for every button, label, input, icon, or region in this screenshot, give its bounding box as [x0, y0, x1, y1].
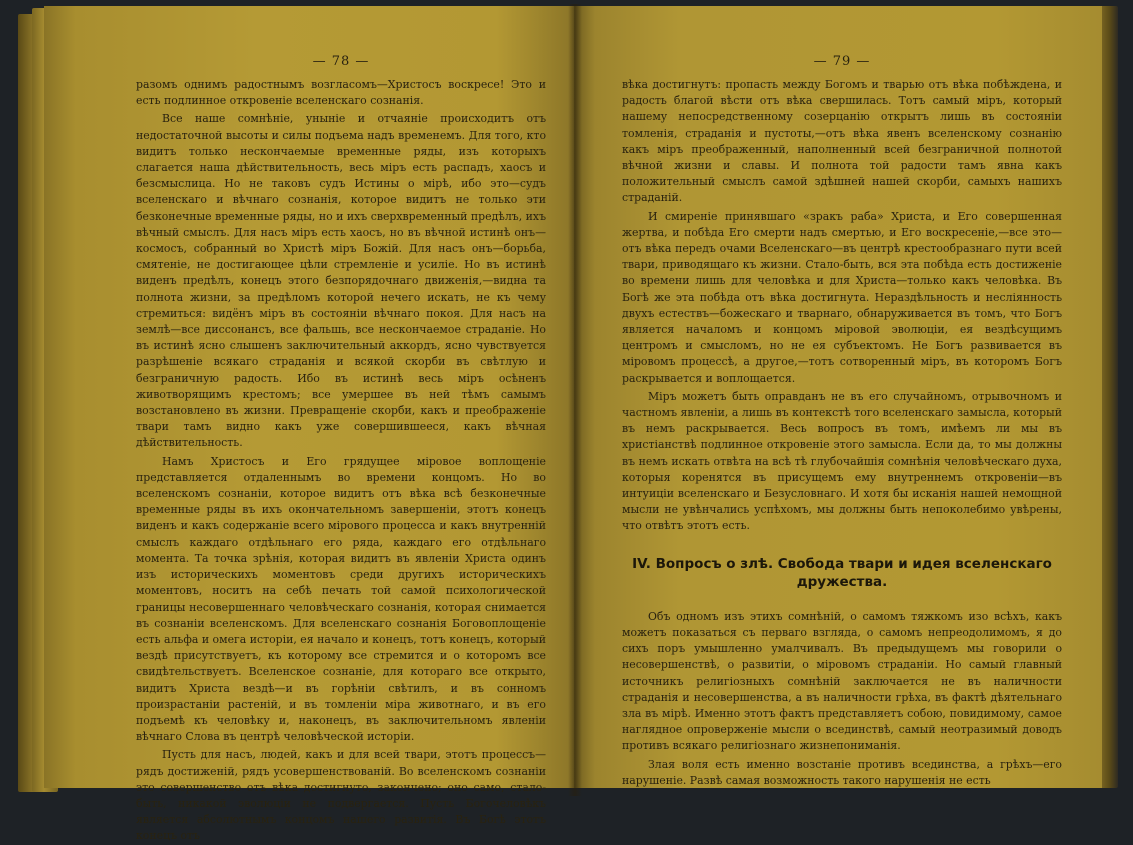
paragraph: вѣка достигнутъ: пропасть между Богомъ и тварью отъ вѣка побѣждена, и радость благой вѣсти отъ вѣка свершилась. Тотъ самый міръ, который нашему непосредственному созерцанію открытъ лишь въ состояніи томленія, страданія и пустоты,—отъ вѣка явенъ вселенскому сознанію какъ міръ преображенный, наполненный всей безграничной полнотой вѣчной жизни и славы. И полнота той радости тамъ явна какъ положительный смыслъ самой здѣшней нашей скорби, самыхъ нашихъ страданій. — [622, 78, 1062, 205]
page-number-left: — 78 — — [312, 54, 370, 69]
paragraph: разомъ однимъ радостнымъ возгласомъ—Христосъ воскресе! Это и есть подлинное откровеніе вселенскаго сознанія. — [136, 78, 546, 108]
paragraph: Пусть для насъ, людей, какъ и для всей твари, этотъ процессъ—рядъ достиженій, рядъ усовершенствованій. Во вселенскомъ сознаніи это совершенство отъ вѣка достигнуто, закончено; оно само, стало-быть, никакой эволюціи не подвергается. Пусть Богочеловѣкъ является абсолютнымъ концомъ нашего развитія. Въ Богѣ этотъ конецъ отъ — [136, 748, 546, 843]
paragraph: Объ одномъ изъ этихъ сомнѣній, о самомъ тяжкомъ изо всѣхъ, какъ можетъ показаться съ перваго взгляда, о самомъ непреодолимомъ, я до сихъ поръ умышленно умалчивалъ. Въ предыдущемъ мы говорили о несовершенствѣ, о развитіи, о міровомъ страданіи. Но самый главный источникъ религіозныхъ сомнѣній заключается не въ наличности страданія и несовершенства, а въ наличности грѣха, въ фактѣ дѣятельнаго зла въ мірѣ. Именно этотъ фактъ представляетъ собою, повидимому, самое наглядное опроверженіе мысли о всединствѣ, самый неотразимый доводъ противъ всякаго религіознаго жизнепониманія. — [622, 609, 1062, 753]
left-page — [44, 6, 576, 843]
right-page — [574, 6, 1102, 788]
section-heading: IV. Вопросъ о злѣ. Свобода твари и идея вселенскаго дружества. — [632, 555, 1052, 590]
page-number-right: — 79 — — [813, 54, 871, 69]
paragraph: Міръ можетъ быть оправданъ не въ его случайномъ, отрывочномъ и частномъ явленіи, а лишь въ контекстѣ того вселенскаго замысла, который въ немъ раскрывается. Весь вопросъ въ томъ, имѣемъ ли мы въ христіанствѣ подлинное откровеніе этого замысла. Если да, то мы должны въ немъ искать отвѣта на всѣ тѣ глубочайшія сомнѣнія человѣческаго духа, которыя коренятся въ присущемъ ему внутреннемъ откровеніи—въ интуиціи вселенскаго и Безусловнаго. И хотя бы исканія нашей немощной мысли не увѣнчались успѣхомъ, мы должны быть непоколебимо увѣрены, что отвѣтъ этотъ есть. — [622, 389, 1062, 533]
book-gutter — [568, 4, 582, 796]
paragraph: Злая воля есть именно возстаніе противъ всединства, а грѣхъ—его нарушеніе. Развѣ самая возможность такого нарушенія не есть — [622, 757, 1062, 787]
paragraph: Все наше сомнѣніе, уныніе и отчаяніе происходитъ отъ недостаточной высоты и силы подъема надъ временемъ. Для того, кто видитъ только нескончаемые временные ряды, изъ которыхъ слагается наша дѣйствительность, весь міръ есть распадъ, хаосъ и безсмыслица. Но не таковъ судъ Истины о мірѣ, ибо это—судъ вселенскаго и вѣчнаго сознанія, которое видитъ не только эти безконечные временные ряды, но и ихъ сверхвременный предѣлъ, ихъ вѣчный смыслъ. Для насъ міръ есть хаосъ, но въ вѣчной истинѣ онъ—космосъ, собранный во Христѣ міръ Божій. Для насъ онъ—борьба, смятеніе, не достигающее цѣли стремленіе и усиліе. Но въ истинѣ виденъ предѣлъ, конецъ этого безпорядочнаго движенія,—видна та полнота жизни, за предѣломъ которой нечего искать, не къ чему стремиться: видёнъ міръ въ состояніи вѣчнаго покоя. Для насъ на землѣ—все диссонансъ, все фальшь, все нескончаемое страданіе. Но въ истинѣ ясно слышенъ заключительный аккордъ, ясно чувствуется разрѣшеніе всякаго страданія и всякой скорби въ свѣтлую и безграничную радость. Ибо въ истинѣ весь міръ осѣненъ животворящимъ крестомъ; все умершее въ ней тѣмъ самымъ возстановлено въ жизни. Превращеніе скорби, какъ и преображеніе твари тамъ видно какъ уже совершившееся, какъ вѣчная дѣйствительность. — [136, 112, 546, 450]
paragraph: Намъ Христосъ и Его грядущее міровое воплощеніе представляется отдаленнымъ во времени концомъ. Но во вселенскомъ сознаніи, которое видитъ отъ вѣка всѣ безконечные временные ряды въ ихъ окончательномъ завершеніи, этотъ конецъ виденъ и какъ содержаніе всего мірового процесса и какъ внутренній смыслъ каждаго отдѣльнаго его ряда, каждаго его отдѣльнаго момента. Та точка зрѣнія, которая видитъ въ явленіи Христа одинъ изъ историческихъ моментовъ среди другихъ историческихъ моментовъ, носитъ на себѣ печать той самой психологической границы несовершеннаго человѣческаго сознанія, которая снимается въ сознаніи вселенскомъ. Для вселенскаго сознанія Боговоплощеніе есть альфа и омега исторіи, ея начало и конецъ, тотъ конецъ, который вездѣ присутствуетъ, къ которому все стремится и о которомъ все свидѣтельствуетъ. Вселенское сознаніе, для котораго все открыто, видитъ Христа вездѣ—и въ горѣніи свѣтилъ, и въ сонномъ произрастаніи растеній, и въ томленіи міра животнаго, и въ его подъемѣ къ человѣку и, наконецъ, въ заключительномъ явленіи вѣчнаго Слова въ центрѣ человѣческой исторіи. — [136, 454, 546, 744]
paragraph: И смиреніе принявшаго «зракъ раба» Христа, и Его совершенная жертва, и побѣда Его смерти надъ смертью, и Его воскресеніе,—все это—отъ вѣка передъ очами Вселенскаго—въ центрѣ крестообразнаго пути всей твари, приводящаго къ жизни. Стало-быть, вся эта побѣда есть достиженіе во времени лишь для человѣка и для Христа—только какъ человѣка. Въ Богѣ же эта побѣда отъ вѣка достигнута. Нераздѣльность и неслiянность двухъ естествъ—божескаго и тварнаго, обнаруживается въ томъ, что Богъ является началомъ и концомъ міровой эволюціи, ея вездѣсущимъ центромъ и смысломъ, но не ея субъектомъ. Не Богъ развивается въ міровомъ процессѣ, а другое,—тотъ сотворенный міръ, въ которомъ Богъ раскрывается и воплощается. — [622, 209, 1062, 385]
open-book — [8, 0, 1130, 843]
